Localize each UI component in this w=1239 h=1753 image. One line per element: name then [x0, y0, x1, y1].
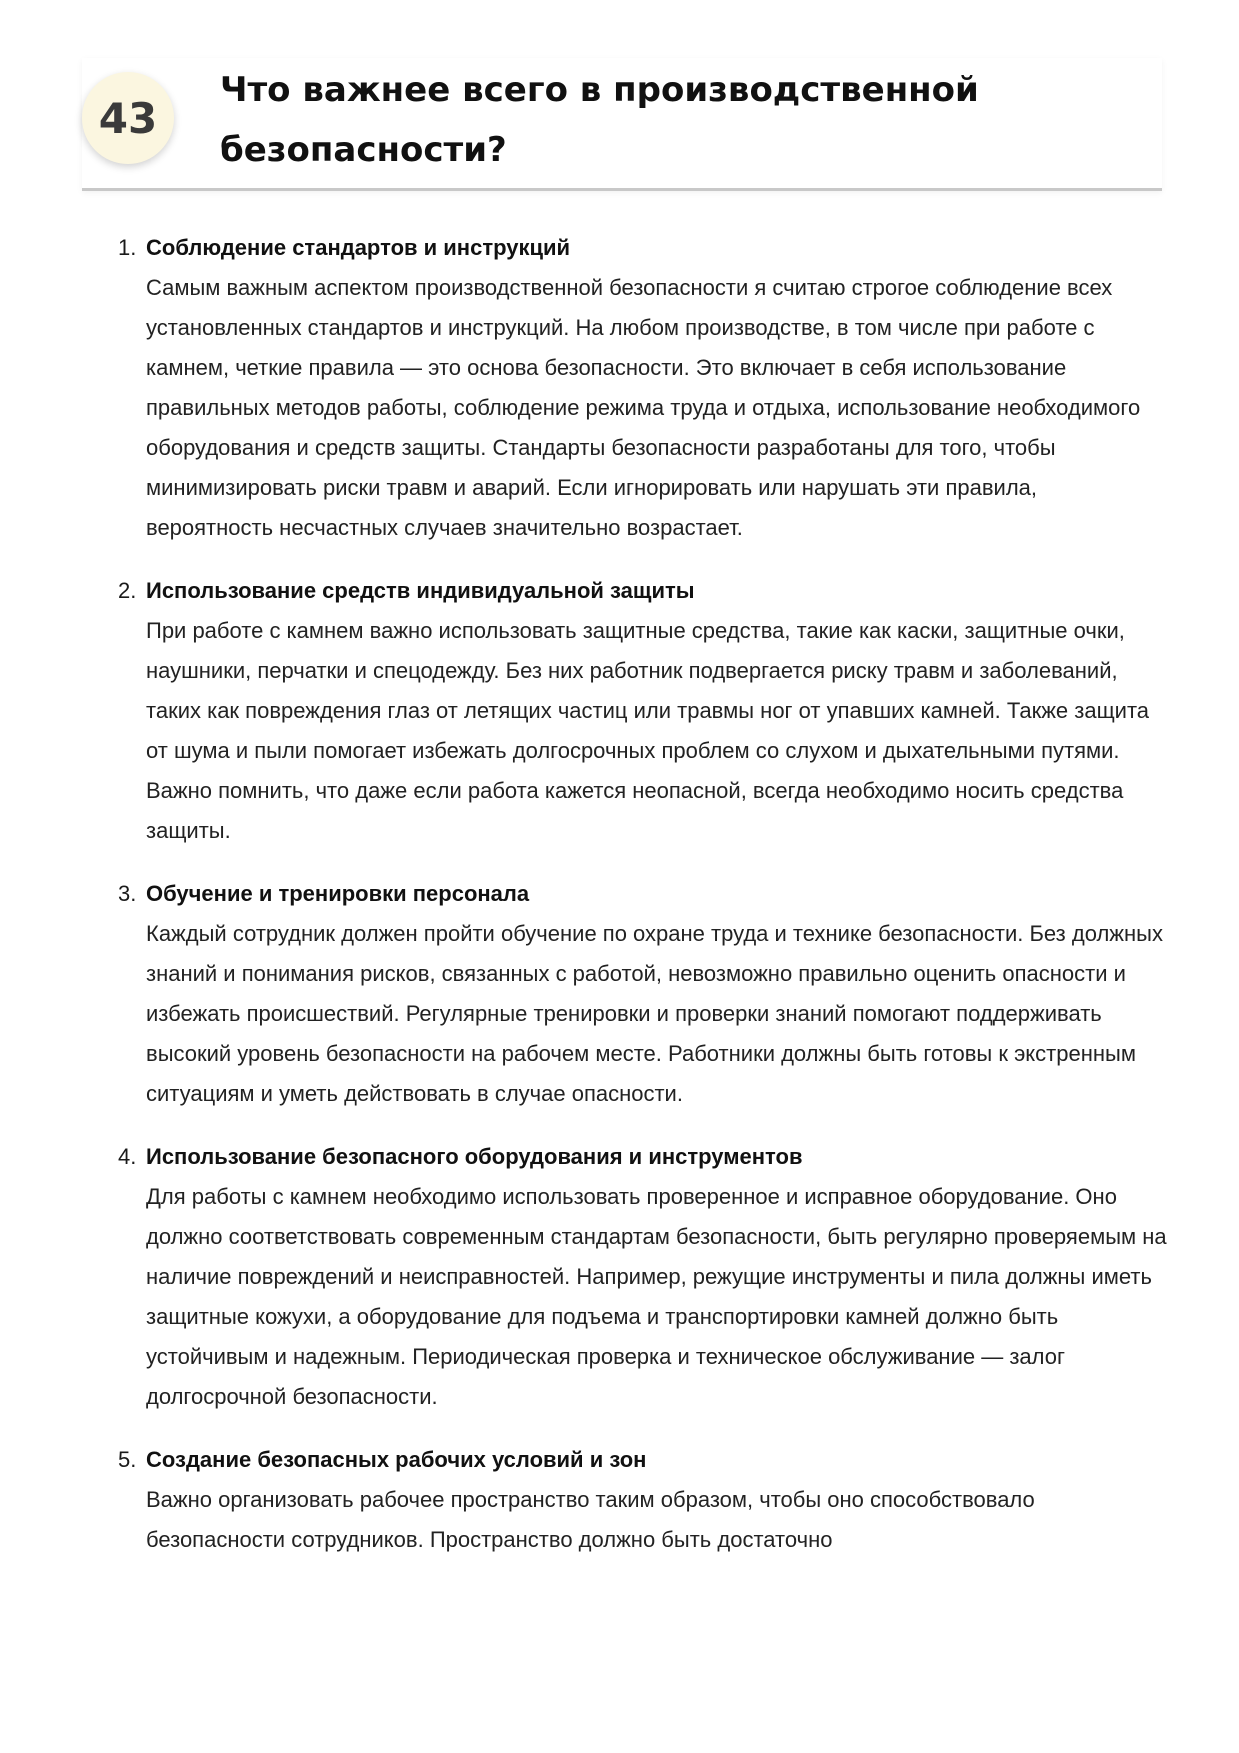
list-item-title: Соблюдение стандартов и инструкций: [146, 235, 571, 260]
list-item-body: Для работы с камнем необходимо использовать проверенное и исправное оборудование. Оно должно соответствовать современным стандартам безопасности, быть регулярно проверяемым на наличие повреждений и неисправностей. Например, режущие инструменты и пила должны иметь защитные кожухи, а оборудование для подъема и транспортировки камней должно быть устойчивым и надежным. Периодическая проверка и техническое обслуживание — залог долгосрочной безопасности.: [146, 1184, 1167, 1409]
list-item-body: При работе с камнем важно использовать защитные средства, такие как каски, защитные очки, наушники, перчатки и спецодежду. Без них работник подвергается риску травм и заболеваний, таких как повреждения глаз от летящих частиц или травмы ног от упавших камней. Также защита от шума и пыли помогает избежать долгосрочных проблем со слухом и дыхательными путями. Важно помнить, что даже если работа кажется неопасной, всегда необходимо носить средства защиты.: [146, 618, 1150, 843]
page-title: Что важнее всего в производственной безопасности?: [220, 70, 979, 170]
list-item: [118, 874, 1170, 1114]
list-item-number: 3.: [118, 881, 137, 906]
list-item: [118, 1440, 1170, 1560]
numbered-list: [118, 228, 1170, 1560]
list-item-body: Важно организовать рабочее пространство таким образом, чтобы оно способствовало безопасности сотрудников. Пространство должно быть достаточно: [146, 1487, 1035, 1552]
list-item-title: Использование средств индивидуальной защиты: [146, 578, 695, 603]
list-item: [118, 228, 1170, 548]
question-number-badge: 43: [82, 72, 174, 164]
list-item-number: 5.: [118, 1447, 137, 1472]
list-item: [118, 571, 1170, 851]
list-item-body: Самым важным аспектом производственной безопасности я считаю строгое соблюдение всех установленных стандартов и инструкций. На любом производстве, в том числе при работе с камнем, четкие правила — это основа безопасности. Это включает в себя использование правильных методов работы, соблюдение режима труда и отдыха, использование необходимого оборудования и средств защиты. Стандарты безопасности разработаны для того, чтобы минимизировать риски травм и аварий. Если игнорировать или нарушать эти правила, вероятность несчастных случаев значительно возрастает.: [146, 275, 1141, 540]
list-item-title: Использование безопасного оборудования и инструментов: [146, 1144, 803, 1169]
list-item-title: Обучение и тренировки персонала: [146, 881, 530, 906]
list-item-title: Создание безопасных рабочих условий и зон: [146, 1447, 647, 1472]
main-content: [118, 228, 1170, 1583]
page-header: [82, 58, 1162, 191]
list-item-number: 1.: [118, 235, 137, 260]
list-item-number: 2.: [118, 578, 137, 603]
list-item-body: Каждый сотрудник должен пройти обучение по охране труда и технике безопасности. Без должных знаний и понимания рисков, связанных с работой, невозможно правильно оценить опасности и избежать происшествий. Регулярные тренировки и проверки знаний помогают поддерживать высокий уровень безопасности на рабочем месте. Работники должны быть готовы к экстренным ситуациям и уметь действовать в случае опасности.: [146, 921, 1163, 1106]
list-item-number: 4.: [118, 1144, 137, 1169]
list-item: [118, 1137, 1170, 1417]
